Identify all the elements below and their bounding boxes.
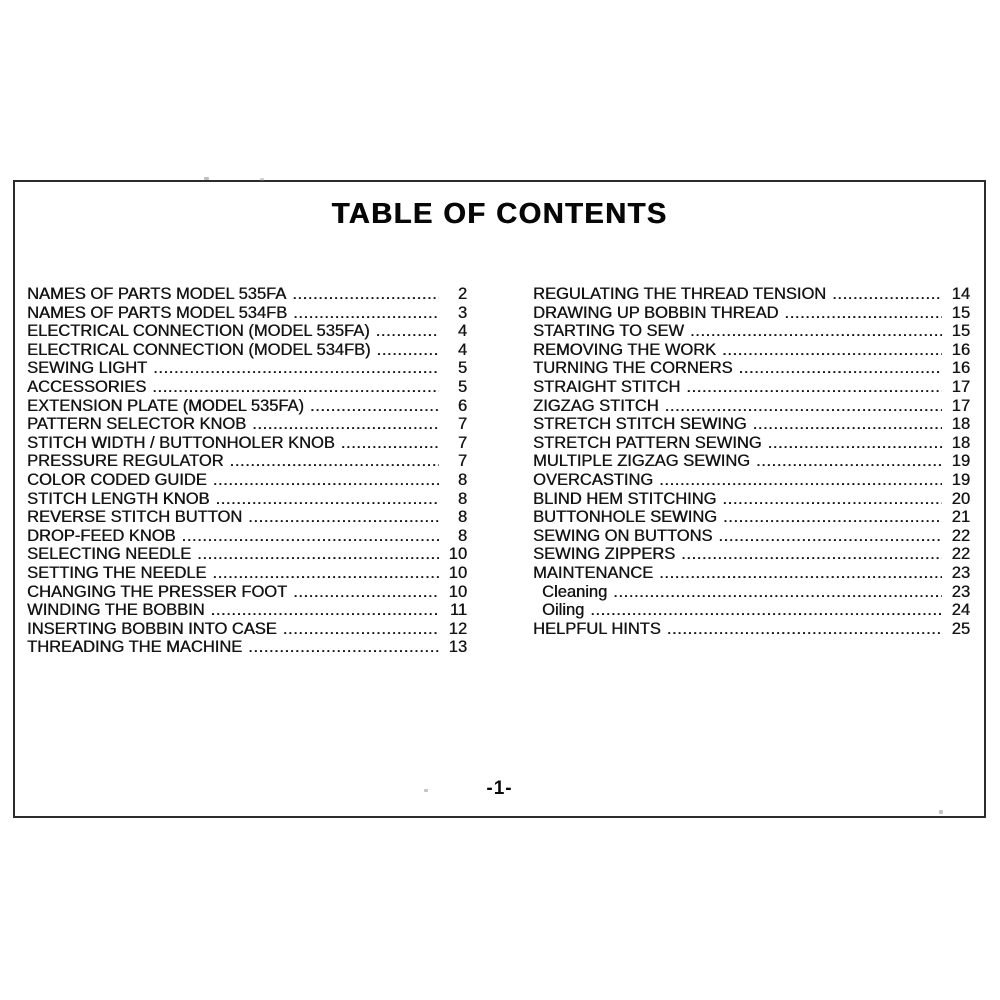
toc-entry — [27, 564, 467, 583]
dot-leader — [376, 322, 439, 341]
toc-entry — [533, 378, 970, 397]
toc-entry — [533, 527, 970, 546]
toc-entry-page-number: 8 — [457, 489, 467, 508]
toc-entry-page-number: 14 — [951, 285, 970, 303]
toc-column-left — [27, 285, 467, 657]
toc-entry-page-number: 19 — [951, 452, 970, 471]
toc-entry-page-number: 7 — [457, 433, 467, 452]
toc-entry-page-number: 22 — [951, 545, 970, 564]
scan-artifact — [260, 178, 264, 181]
toc-entry — [27, 341, 467, 360]
toc-entry-label: ACCESSORIES — [27, 377, 147, 396]
toc-entry-label: ELECTRICAL CONNECTION (MODEL 534FB) — [27, 340, 371, 359]
dot-leader — [293, 583, 439, 602]
toc-entry — [27, 545, 467, 564]
dot-leader — [681, 545, 942, 564]
toc-entry-label: INSERTING BOBBIN INTO CASE — [27, 619, 277, 638]
toc-entry — [27, 452, 467, 471]
dot-leader — [213, 471, 439, 490]
toc-entry-label: Oiling — [542, 601, 585, 620]
toc-entry-label: BLIND HEM STITCHING — [533, 489, 717, 508]
toc-entry-page-number: 15 — [951, 322, 970, 341]
toc-entry-label: STRAIGHT STITCH — [533, 377, 681, 396]
toc-entry-page-number: 8 — [457, 526, 467, 545]
dot-leader — [248, 508, 439, 527]
toc-entry — [533, 620, 970, 639]
dot-leader — [665, 397, 942, 416]
toc-entry-label: STARTING TO SEW — [533, 322, 684, 341]
toc-entry-page-number: 25 — [951, 619, 970, 638]
toc-entry-label: SETTING THE NEEDLE — [27, 563, 207, 582]
toc-entry-label: NAMES OF PARTS MODEL 534FB — [27, 303, 288, 322]
toc-entry-label: NAMES OF PARTS MODEL 535FA — [27, 285, 287, 303]
dot-leader — [182, 527, 439, 546]
toc-entry-page-number: 4 — [457, 340, 467, 359]
dot-leader — [310, 397, 439, 416]
toc-entry-page-number: 4 — [457, 322, 467, 341]
dot-leader — [832, 285, 942, 304]
toc-entry — [533, 322, 970, 341]
toc-entry — [27, 583, 467, 602]
toc-entry — [27, 304, 467, 323]
toc-entry — [533, 434, 970, 453]
toc-entry — [27, 378, 467, 397]
toc-entry — [27, 359, 467, 378]
dot-leader — [590, 601, 942, 620]
toc-entry-label: REVERSE STITCH BUTTON — [27, 508, 243, 527]
toc-entry-page-number: 21 — [951, 508, 970, 527]
toc-entry-label: DROP-FEED KNOB — [27, 526, 176, 545]
toc-entry-page-number: 10 — [448, 545, 467, 564]
toc-entry-page-number: 17 — [951, 396, 970, 415]
toc-entry — [27, 620, 467, 639]
page-title: TABLE OF CONTENTS — [331, 198, 668, 230]
toc-entry — [533, 601, 970, 620]
toc-entry — [27, 434, 467, 453]
toc-entry-page-number: 23 — [951, 582, 970, 601]
toc-entry — [533, 452, 970, 471]
dot-leader — [230, 452, 439, 471]
toc-entry-label: ELECTRICAL CONNECTION (MODEL 535FA) — [27, 322, 370, 341]
toc-entry-page-number: 13 — [448, 638, 467, 657]
toc-entry-page-number: 10 — [448, 582, 467, 601]
toc-entry-page-number: 12 — [448, 619, 467, 638]
dot-leader — [784, 304, 942, 323]
dot-leader — [292, 285, 439, 304]
toc-entry-page-number: 7 — [457, 452, 467, 471]
dot-leader — [613, 583, 942, 602]
toc-entry-label: THREADING THE MACHINE — [27, 638, 243, 657]
dot-leader — [722, 341, 942, 360]
toc-entry — [533, 341, 970, 360]
toc-entry-label: EXTENSION PLATE (MODEL 535FA) — [27, 396, 304, 415]
toc-entry — [533, 508, 970, 527]
dot-leader — [283, 620, 439, 639]
toc-entry-label: SELECTING NEEDLE — [27, 545, 192, 564]
toc-entry — [27, 601, 467, 620]
toc-entry-label: HELPFUL HINTS — [533, 619, 661, 638]
toc-entry — [533, 564, 970, 583]
toc-entry — [27, 638, 467, 657]
dot-leader — [723, 508, 942, 527]
toc-entry — [27, 508, 467, 527]
toc-entry-page-number: 18 — [951, 433, 970, 452]
toc-entry-page-number: 2 — [457, 285, 467, 303]
toc-entry-page-number: 18 — [951, 415, 970, 434]
toc-entry — [27, 285, 467, 304]
toc-entry-label: DRAWING UP BOBBIN THREAD — [533, 303, 779, 322]
toc-entry — [27, 490, 467, 509]
dot-leader — [215, 490, 439, 509]
toc-entry-label: OVERCASTING — [533, 470, 654, 489]
toc-entry — [27, 415, 467, 434]
toc-entry-label: STRETCH PATTERN SEWING — [533, 433, 762, 452]
toc-entry — [533, 415, 970, 434]
dot-leader — [153, 359, 439, 378]
toc-entry-page-number: 3 — [457, 303, 467, 322]
dot-leader — [212, 564, 439, 583]
scan-artifact — [424, 789, 428, 792]
dot-leader — [753, 415, 942, 434]
toc-entry — [533, 583, 970, 602]
toc-entry — [533, 359, 970, 378]
toc-entry — [533, 471, 970, 490]
dot-leader — [197, 545, 439, 564]
toc-entry-page-number: 8 — [457, 508, 467, 527]
toc-entry-label: ZIGZAG STITCH — [533, 396, 659, 415]
toc-entry-label: BUTTONHOLE SEWING — [533, 508, 717, 527]
toc-entry-label: Cleaning — [542, 582, 608, 601]
toc-entry-label: SEWING LIGHT — [27, 359, 148, 378]
toc-entry-page-number: 17 — [951, 377, 970, 396]
dot-leader — [690, 322, 942, 341]
toc-entry-page-number: 23 — [951, 563, 970, 582]
toc-entry — [533, 397, 970, 416]
toc-entry-label: COLOR CODED GUIDE — [27, 470, 207, 489]
toc-entry-label: TURNING THE CORNERS — [533, 359, 733, 378]
toc-entry-page-number: 24 — [951, 601, 970, 620]
toc-entry-label: MAINTENANCE — [533, 563, 654, 582]
toc-entry-label: WINDING THE BOBBIN — [27, 601, 205, 620]
dot-leader — [756, 452, 942, 471]
toc-entry — [533, 490, 970, 509]
toc-entry-page-number: 20 — [951, 489, 970, 508]
dot-leader — [293, 304, 439, 323]
dot-leader — [722, 490, 942, 509]
toc-entry — [533, 304, 970, 323]
dot-leader — [252, 415, 439, 434]
toc-entry-page-number: 19 — [951, 470, 970, 489]
toc-entry — [27, 397, 467, 416]
dot-leader — [659, 471, 942, 490]
footer-page-number: -1- — [486, 778, 513, 799]
toc-entry-label: STITCH WIDTH / BUTTONHOLER KNOB — [27, 433, 335, 452]
dot-leader — [718, 527, 942, 546]
toc-entry-label: PATTERN SELECTOR KNOB — [27, 415, 247, 434]
dot-leader — [211, 601, 439, 620]
toc-entry-page-number: 15 — [951, 303, 970, 322]
dot-leader — [686, 378, 942, 397]
dot-leader — [667, 620, 942, 639]
toc-entry — [27, 527, 467, 546]
toc-entry-label: SEWING ZIPPERS — [533, 545, 676, 564]
toc-entry — [533, 285, 970, 304]
dot-leader — [768, 434, 942, 453]
page-border-frame — [13, 180, 986, 818]
dot-leader — [659, 564, 942, 583]
scan-artifact — [939, 810, 943, 814]
toc-entry-page-number: 11 — [449, 601, 467, 620]
scan-artifact — [204, 177, 209, 180]
toc-entry-label: STRETCH STITCH SEWING — [533, 415, 747, 434]
dot-leader — [377, 341, 439, 360]
toc-entry-page-number: 5 — [457, 377, 467, 396]
toc-entry-page-number: 16 — [951, 340, 970, 359]
toc-entry-page-number: 5 — [457, 359, 467, 378]
toc-entry — [533, 545, 970, 564]
toc-entry-label: SEWING ON BUTTONS — [533, 526, 713, 545]
toc-column-right — [533, 285, 970, 638]
dot-leader — [341, 434, 439, 453]
toc-entry-label: REMOVING THE WORK — [533, 340, 717, 359]
toc-entry-label: PRESSURE REGULATOR — [27, 452, 224, 471]
toc-entry-page-number: 22 — [951, 526, 970, 545]
toc-entry-page-number: 8 — [457, 470, 467, 489]
toc-entry — [27, 322, 467, 341]
dot-leader — [152, 378, 439, 397]
dot-leader — [248, 638, 439, 657]
toc-entry-label: REGULATING THE THREAD TENSION — [533, 285, 827, 303]
toc-entry-label: CHANGING THE PRESSER FOOT — [27, 582, 288, 601]
toc-entry-label: STITCH LENGTH KNOB — [27, 489, 210, 508]
toc-entry — [27, 471, 467, 490]
toc-entry-page-number: 7 — [457, 415, 467, 434]
toc-entry-page-number: 6 — [457, 396, 467, 415]
toc-entry-page-number: 16 — [951, 359, 970, 378]
dot-leader — [739, 359, 942, 378]
toc-entry-label: MULTIPLE ZIGZAG SEWING — [533, 452, 750, 471]
toc-entry-page-number: 10 — [448, 563, 467, 582]
